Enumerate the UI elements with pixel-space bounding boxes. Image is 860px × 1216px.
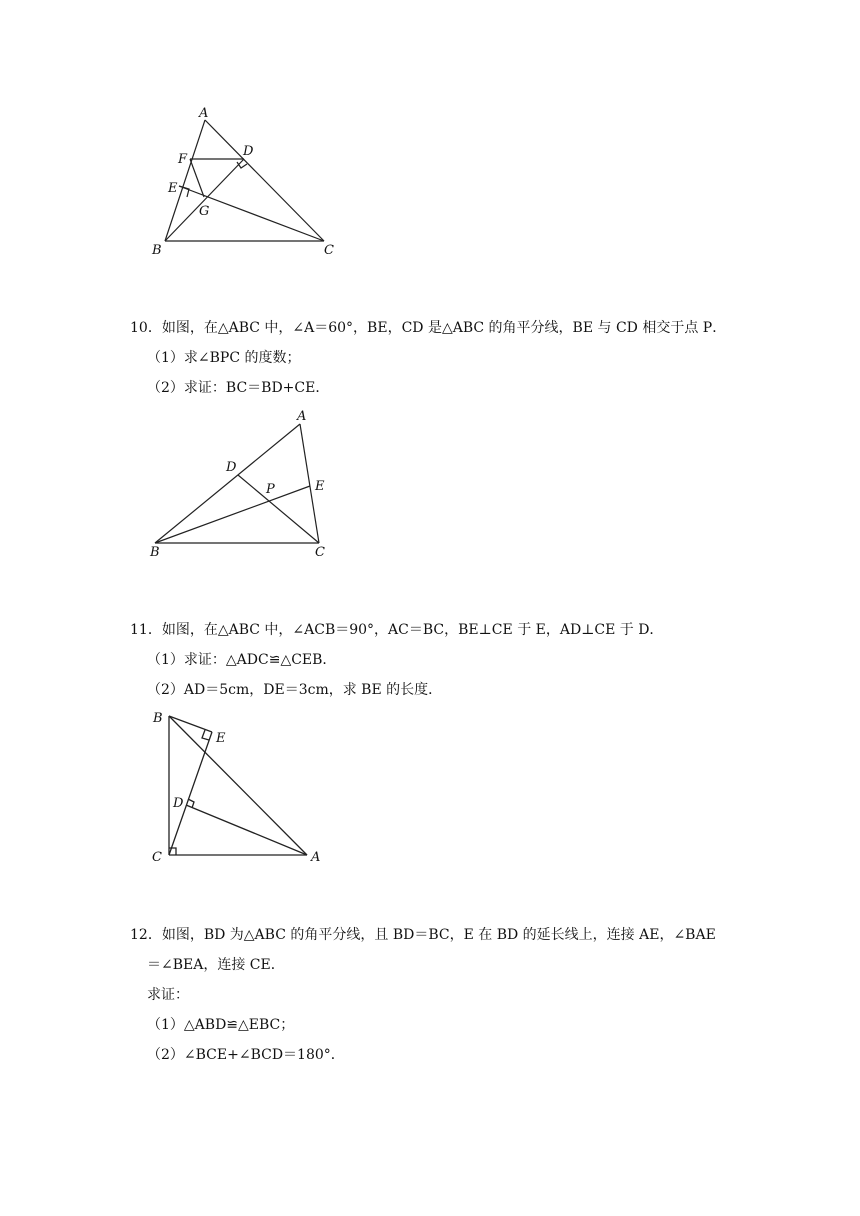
- label-A: A: [199, 106, 209, 121]
- label-C: C: [315, 545, 325, 560]
- segment-CE: [169, 732, 212, 855]
- right-angle-mark-E: [202, 730, 209, 740]
- label-D: D: [226, 460, 237, 475]
- segment-BE: [155, 486, 310, 543]
- q12-stem-line2: ＝∠BEA，连接 CE．: [147, 957, 285, 973]
- figure-q9: [150, 100, 360, 265]
- q12-part1: （1）△ABD≌△EBC；: [147, 1017, 295, 1033]
- label-A: A: [311, 850, 321, 865]
- q11-stem: 11．如图，在△ABC 中，∠ACB＝90°，AC＝BC，BE⊥CE 于 E，AD⊥CE 于 D．: [130, 622, 664, 638]
- q12-prove-label: 求证：: [147, 987, 189, 1003]
- segment-CD: [238, 475, 319, 543]
- label-G: G: [199, 204, 210, 219]
- label-C: C: [324, 243, 334, 258]
- q10-stem: 10．如图，在△ABC 中，∠A＝60°，BE，CD 是△ABC 的角平分线，BE 与 CD 相交于点 P．: [130, 320, 727, 336]
- triangle-diagram-q9: [150, 100, 360, 265]
- label-F: F: [178, 152, 188, 167]
- label-P: P: [266, 482, 275, 497]
- q12-part2: （2）∠BCE+∠BCD＝180°．: [147, 1047, 345, 1063]
- label-D: D: [243, 144, 254, 159]
- segment-AB: [155, 424, 300, 543]
- label-C: C: [152, 850, 162, 865]
- label-A: A: [297, 409, 307, 424]
- segment-BD: [165, 159, 244, 241]
- segment-DA: [186, 805, 307, 855]
- q12-stem-line1: 12．如图，BD 为△ABC 的角平分线，且 BD＝BC，E 在 BD 的延长线上，连接 AE，∠BAE: [130, 927, 716, 943]
- q11-part1: （1）求证：△ADC≌△CEB．: [147, 652, 337, 668]
- label-B: B: [153, 711, 163, 726]
- q10-part1: （1）求∠BPC 的度数；: [147, 350, 301, 366]
- label-E: E: [168, 181, 178, 196]
- q10-part2: （2）求证：BC＝BD+CE．: [147, 380, 330, 396]
- figure-q10: [140, 405, 340, 565]
- triangle-diagram-q11: [145, 705, 335, 870]
- figure-q11: [145, 705, 335, 870]
- q11-part2: （2）AD＝5cm，DE＝3cm，求 BE 的长度．: [147, 682, 443, 698]
- label-E: E: [315, 479, 325, 494]
- label-D: D: [173, 796, 184, 811]
- segment-BE: [169, 716, 212, 732]
- label-E: E: [216, 731, 226, 746]
- right-angle-mark-D: [237, 162, 247, 168]
- segment-BA: [169, 716, 307, 855]
- label-B: B: [150, 545, 160, 560]
- label-B: B: [152, 243, 162, 258]
- triangle-diagram-q10: [140, 405, 340, 565]
